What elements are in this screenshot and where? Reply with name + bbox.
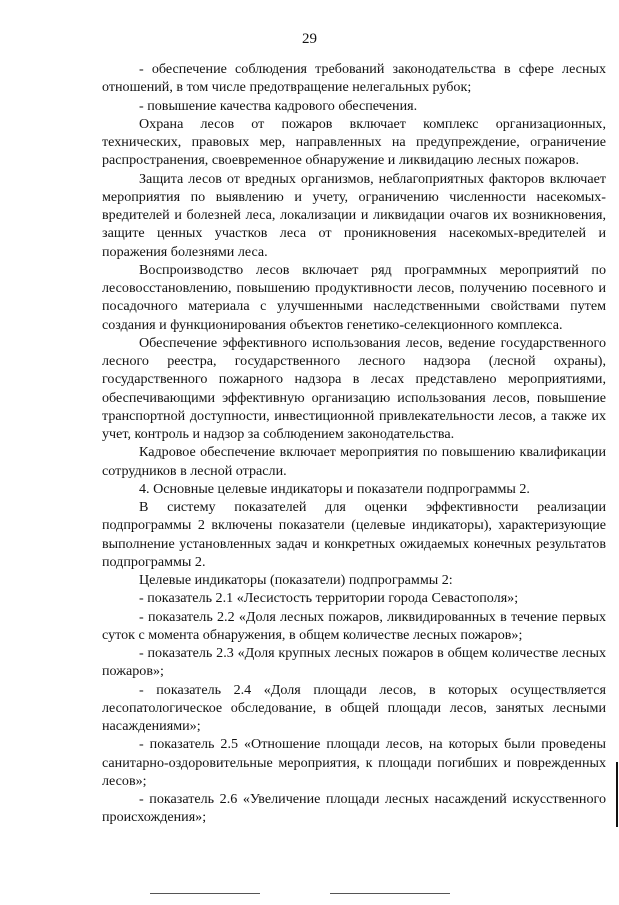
paragraph-7: Кадровое обеспечение включает мероприятия по повышению квалификации сотрудников в лесной отрасли.: [102, 444, 606, 479]
margin-rule: [616, 762, 618, 827]
indicator-2-4: - показатель 2.4 «Доля площади лесов, в которых осуществляется лесопатологическое обследование, в общей площади лесов, занятых лесными насаждениями»;: [102, 681, 606, 734]
paragraph-3: Охрана лесов от пожаров включает комплекс организационных, технических, правовых мер, направленных на предупреждение, ограничение распространения, своевременное обнаружение и ликвидацию лесных пожаров.: [102, 115, 606, 169]
paragraph-5: Воспроизводство лесов включает ряд программных мероприятий по лесовосстановлению, повышению продуктивности лесов, получению посевного и посадочного материала с улучшенными наследственными свойствами путем создания и функционирования объектов генетико-селекционного комплекса.: [102, 261, 606, 333]
paragraph-4: Защита лесов от вредных организмов, неблагоприятных факторов включает мероприятия по выявлению и учету, ограничению численности насекомых-вредителей и болезней леса, локализации и ликвидации очагов их возникновения, защите ценных участков леса от проникновения насекомых-вредителей и поражения болезнями леса.: [102, 170, 606, 260]
paragraph-1: - обеспечение соблюдения требований законодательства в сфере лесных отношений, в том числе предотвращение нелегальных рубок;: [102, 61, 606, 96]
paragraph-9: В систему показателей для оценки эффективности реализации подпрограммы 2 включены показатели (целевые индикаторы), характеризующие выполнение установленных задач и конкретных ожидаемых конечных результатов подпрограммы 2.: [102, 499, 606, 570]
indicator-2-3: - показатель 2.3 «Доля крупных лесных пожаров в общем количестве лесных пожаров»;: [102, 645, 606, 680]
paragraph-10: Целевые индикаторы (показатели) подпрограммы 2:: [139, 572, 453, 588]
indicator-2-1: - показатель 2.1 «Лесистость территории города Севастополя»;: [139, 590, 519, 607]
scan-mark-right: [330, 893, 450, 894]
indicator-2-6: - показатель 2.6 «Увеличение площади лесных насаждений искусственного происхождения»;: [102, 791, 606, 826]
document-body: [102, 60, 606, 827]
page-number: 29: [302, 31, 317, 47]
paragraph-6: Обеспечение эффективного использования лесов, ведение государственного лесного реестра, государственного лесного надзора (лесной охраны), государственного пожарного надзора в лесах представлено мероприятиями, обеспечивающими эффективную организацию использования лесов, повышение транспортной доступности, инвестиционной привлекательности лесов, а также их учет, контроль и надзор за соблюдением законодательства.: [102, 334, 606, 442]
scan-mark-left: [150, 893, 260, 894]
indicator-2-2: - показатель 2.2 «Доля лесных пожаров, ликвидированных в течение первых суток с момента обнаружения, в общем количестве лесных пожаров»;: [102, 608, 606, 643]
section-heading: 4. Основные целевые индикаторы и показатели подпрограммы 2.: [139, 480, 530, 497]
paragraph-2: - повышение качества кадрового обеспечения.: [139, 97, 418, 114]
indicator-2-5: - показатель 2.5 «Отношение площади лесов, на которых были проведены санитарно-оздоровительные мероприятия, к площади погибших и поврежденных лесов»;: [102, 736, 606, 789]
